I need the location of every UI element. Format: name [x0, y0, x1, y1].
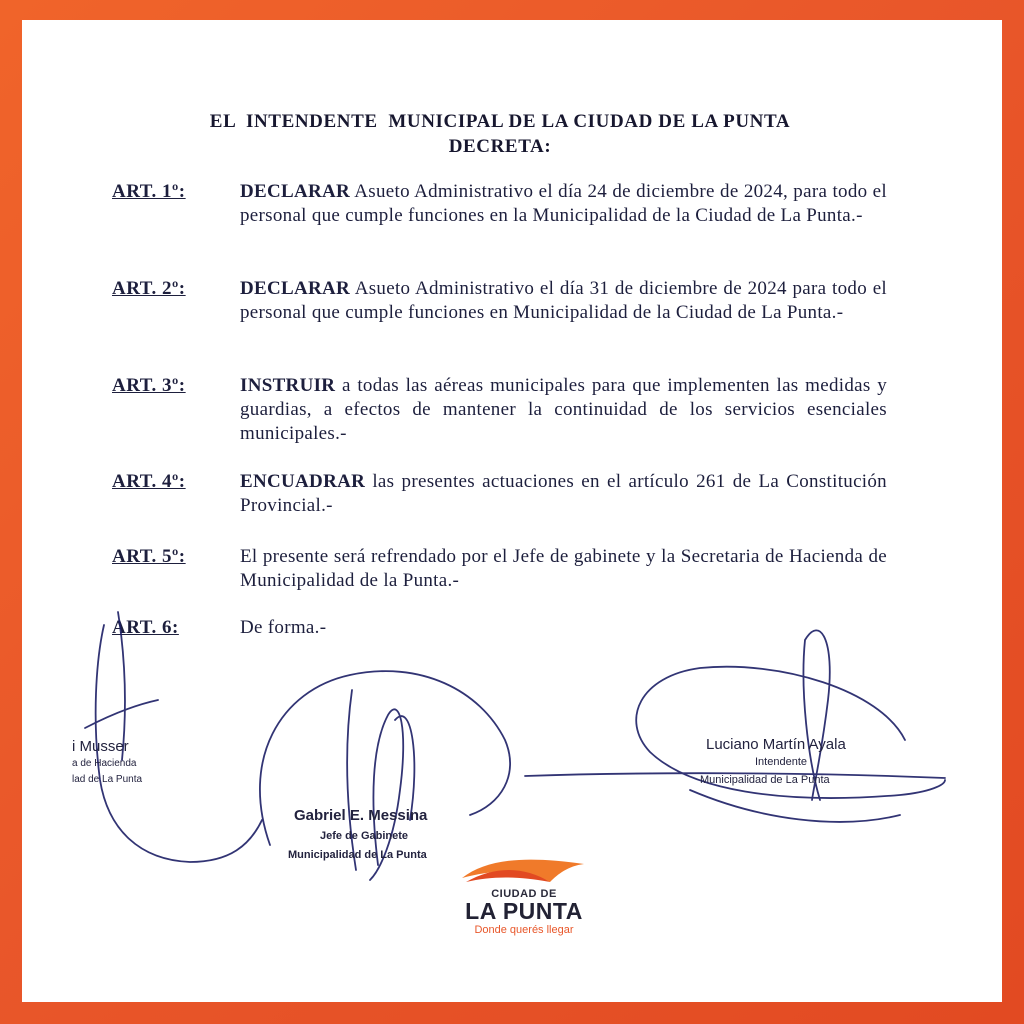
right-signer-role: Intendente	[755, 756, 807, 768]
article-text: De forma.-	[240, 617, 327, 638]
article-verb: INSTRUIR	[240, 375, 336, 396]
heading-line-2: DECRETA:	[448, 136, 552, 157]
right-signature-stroke	[690, 790, 900, 822]
article-text: El presente será refrendado por el Jefe de gabinete y la Secretaria de Hacienda de Municipalidad de la Punta.-	[240, 546, 887, 591]
article-label: ART. 2º:	[112, 278, 186, 299]
article-text: a todas las aéreas municipales para que implementen las medidas y guardias, a efectos de mantener la continuidad de los servicios esenciales municipales.-	[240, 375, 887, 444]
logo-tagline: Donde querés llegar	[474, 924, 574, 936]
logo-line-1: CIUDAD DE	[491, 888, 557, 900]
logo-wave-icon	[458, 852, 590, 888]
article-verb: DECLARAR	[240, 181, 351, 202]
center-signer-org: Municipalidad de La Punta	[288, 849, 427, 861]
article-text: Asueto Administrativo el día 31 de diciembre de 2024 para todo el personal que cumple funciones en Municipalidad de la Ciudad de La Punta.-	[240, 278, 887, 323]
article-verb: DECLARAR	[240, 278, 351, 299]
center-signer-name: Gabriel E. Messina	[294, 807, 428, 824]
article-text: Asueto Administrativo el día 24 de diciembre de 2024, para todo el personal que cumple funciones en la Municipalidad de la Ciudad de La Punta.-	[240, 181, 887, 226]
article-text: las presentes actuaciones en el artículo 261 de La Constitución Provincial.-	[240, 471, 887, 516]
article-label: ART. 1º:	[112, 181, 186, 202]
center-signer-role: Jefe de Gabinete	[320, 830, 409, 842]
left-signer-org: lad de La Punta	[72, 774, 143, 785]
left-signer-role: a de Hacienda	[72, 758, 137, 769]
article-label: ART. 3º:	[112, 375, 186, 396]
left-signer-name: i Musser	[72, 738, 129, 755]
right-signer-org: Municipalidad de La Punta	[700, 774, 830, 786]
logo-line-2: LA PUNTA	[465, 898, 583, 924]
article-label: ART. 6:	[112, 617, 179, 638]
heading-line-1: EL INTENDENTE MUNICIPAL DE LA CIUDAD DE LA PUNTA	[209, 111, 791, 132]
right-signer-name: Luciano Martín Ayala	[706, 736, 846, 753]
ciudad-de-la-punta-logo	[458, 852, 590, 938]
article-verb: ENCUADRAR	[240, 471, 366, 492]
article-label: ART. 5º:	[112, 546, 186, 567]
center-signature-stroke	[347, 690, 356, 870]
article-label: ART. 4º:	[112, 471, 186, 492]
